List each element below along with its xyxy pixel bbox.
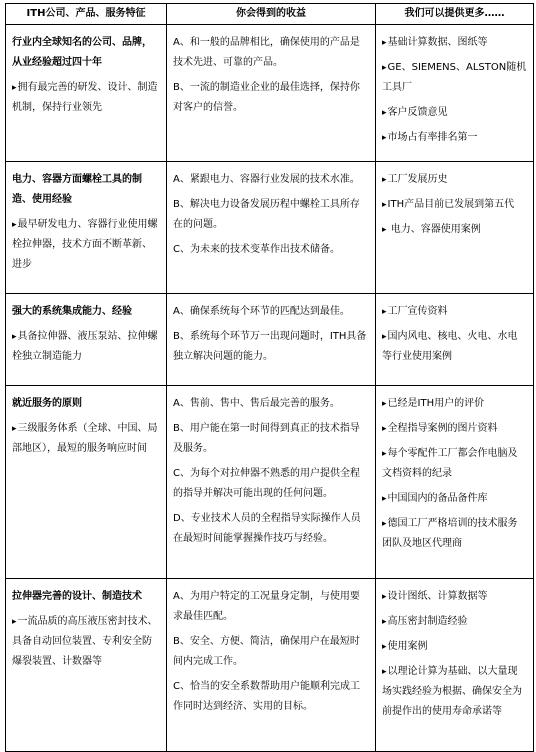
- more-item: ▸ 工厂发展历史: [382, 174, 448, 185]
- benefit-item: A、售前、售中、售后最完善的服务。: [173, 398, 340, 409]
- features-benefits-table: [5, 3, 534, 752]
- feature-cell: [6, 386, 167, 579]
- more-cell: [376, 162, 534, 294]
- table-row: [6, 162, 534, 294]
- benefit-cell: [167, 162, 376, 294]
- more-item: ▸ 全程指导案例的图片资料: [382, 423, 498, 434]
- table-row: [6, 386, 534, 579]
- benefit-cell: [167, 25, 376, 162]
- more-cell: [376, 294, 534, 386]
- more-item: ▸ 使用案例: [382, 641, 428, 652]
- benefit-item: A、为用户特定的工况量身定制，与使用要求最佳匹配。: [173, 591, 360, 622]
- table-row: [6, 294, 534, 386]
- benefit-cell: [167, 386, 376, 579]
- benefit-item: B、系统每个环节万一出现问题时，ITH具备独立解决问题的能力。: [173, 331, 367, 362]
- header-more: 我们可以提供更多……: [376, 4, 534, 25]
- more-cell: [376, 579, 534, 752]
- more-cell: [376, 386, 534, 579]
- more-item: ▸ 电力、容器使用案例: [382, 224, 481, 235]
- more-item: ▸ 基础计算数据、图纸等: [382, 37, 488, 48]
- more-item: ▸ 以理论计算为基础、以大量现场实践经验为根据、确保安全为前提作出的使用寿命承诺等: [382, 666, 522, 717]
- benefit-item: C、恰当的安全系数帮助用户能顺利完成工作同时达到经济、实用的目标。: [173, 681, 360, 712]
- benefit-item: C、为未来的技术变革作出技术储备。: [173, 244, 340, 255]
- benefit-item: A、和一般的品牌相比，确保使用的产品是技术先进、可靠的产品。: [173, 37, 360, 68]
- feature-title: 强大的系统集成能力、经验: [12, 306, 132, 317]
- benefit-item: B、解决电力设备发展历程中螺栓工具所存在的问题。: [173, 199, 360, 230]
- feature-title: 就近服务的原则: [12, 398, 82, 409]
- benefit-cell: [167, 579, 376, 752]
- feature-title: 电力、容器方面螺栓工具的制造、使用经验: [12, 174, 142, 205]
- more-item: ▸ 工厂宣传资料: [382, 306, 448, 317]
- benefit-item: B、用户能在第一时间得到真正的技术指导及服务。: [173, 423, 360, 454]
- feature-title: 行业内全球知名的公司、品牌，从业经验超过四十年: [12, 37, 152, 68]
- benefit-item: A、紧跟电力、容器行业发展的技术水准。: [173, 174, 360, 185]
- feature-desc: ▸ 三级服务体系（全球、中国、局部地区），最短的服务响应时间: [12, 423, 158, 454]
- more-item: ▸ 高压密封制造经验: [382, 616, 468, 627]
- more-item: ▸ ITH产品目前已发展到第五代: [382, 199, 514, 210]
- more-item: ▸ 国内风电、核电、火电、水电等行业使用案例: [382, 331, 518, 362]
- feature-cell: [6, 579, 167, 752]
- feature-desc: ▸ 拥有最完善的研发、设计、制造机制，保持行业领先: [12, 82, 158, 113]
- feature-desc: ▸ 具备拉伸器、液压泵站、拉伸螺栓独立制造能力: [12, 331, 158, 362]
- feature-cell: [6, 294, 167, 386]
- feature-cell: [6, 162, 167, 294]
- header-row: [6, 4, 534, 25]
- more-cell: [376, 25, 534, 162]
- table-row: [6, 579, 534, 752]
- benefit-item: C、为每个对拉伸器不熟悉的用户提供全程的指导并解决可能出现的任何问题。: [173, 468, 360, 499]
- feature-title: 拉伸器完善的设计、制造技术: [12, 591, 142, 602]
- more-item: ▸ 已经是ITH用户的评价: [382, 398, 484, 409]
- feature-desc: ▸ 最早研发电力、容器行业使用螺栓拉伸器，技术方面不断革新、进步: [12, 219, 158, 270]
- header-benefits: 你会得到的收益: [167, 4, 376, 25]
- more-item: ▸ 德国工厂严格培训的技术服务团队及地区代理商: [382, 518, 518, 549]
- more-item: ▸ 每个零配件工厂都会作电脑及文档资料的纪录: [382, 448, 518, 479]
- more-item: ▸ 中国国内的备品备件库: [382, 493, 488, 504]
- more-item: ▸ 客户反馈意见: [382, 107, 448, 118]
- more-item: ▸ GE、SIEMENS、ALSTON随机工具厂: [382, 62, 526, 93]
- header-features: ITH公司、产品、服务特征: [6, 4, 167, 25]
- benefit-item: D、专业技术人员的全程指导实际操作人员在最短时间能掌握操作技巧与经验。: [173, 513, 361, 544]
- benefit-cell: [167, 294, 376, 386]
- more-item: ▸ 设计图纸、计算数据等: [382, 591, 488, 602]
- benefit-item: A、确保系统每个环节的匹配达到最佳。: [173, 306, 350, 317]
- more-item: ▸ 市场占有率排名第一: [382, 132, 478, 143]
- table-row: [6, 25, 534, 162]
- benefit-item: B、安全、方便、简洁，确保用户在最短时间内完成工作。: [173, 636, 360, 667]
- feature-desc: ▸ 一流品质的高压液压密封技术、具备自动回位装置、专利安全防爆裂装置、计数器等: [12, 616, 158, 667]
- benefit-item: B、一流的制造业企业的最佳选择，保持你对客户的信誉。: [173, 82, 360, 113]
- feature-cell: [6, 25, 167, 162]
